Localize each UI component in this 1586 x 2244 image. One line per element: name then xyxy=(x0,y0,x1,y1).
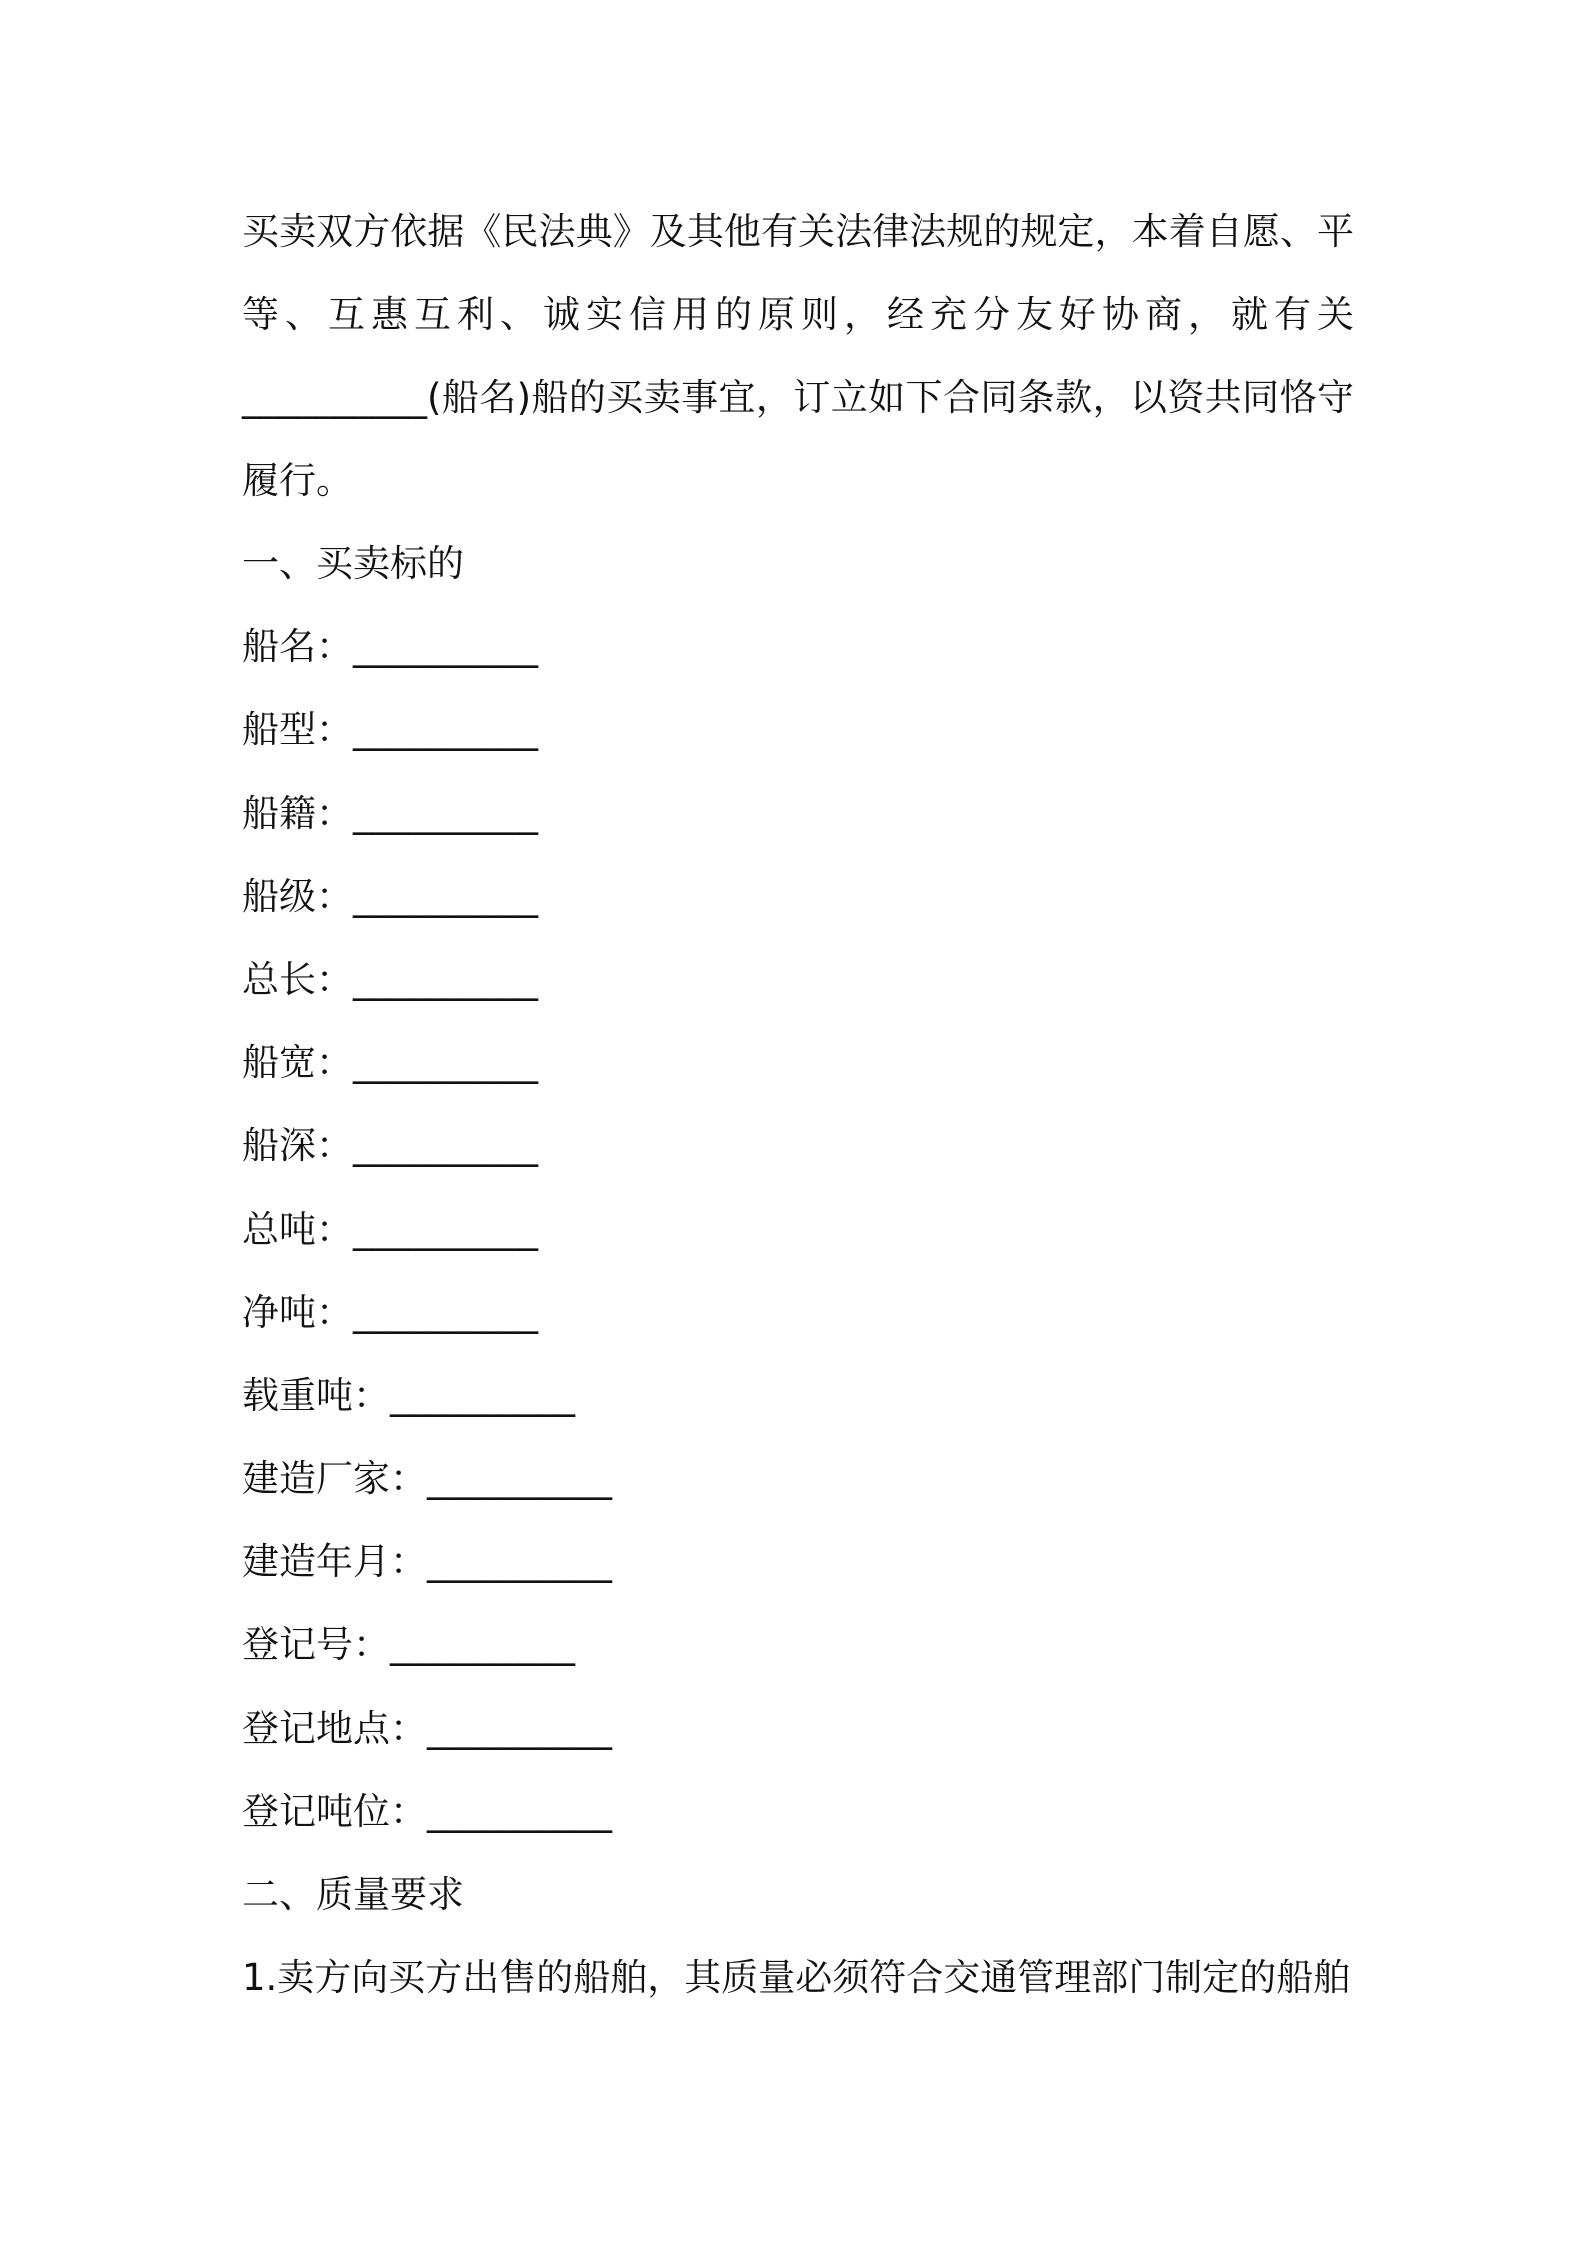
field-label: 净吨： xyxy=(242,1290,353,1334)
field-label: 船籍： xyxy=(242,791,353,835)
field-row xyxy=(242,1770,1354,1853)
document-page xyxy=(242,190,1354,2019)
field-blank: __________ xyxy=(427,1789,612,1833)
field-blank: __________ xyxy=(353,625,538,669)
field-row xyxy=(242,1271,1354,1354)
field-blank: __________ xyxy=(390,1623,575,1667)
field-blank: __________ xyxy=(353,1124,538,1168)
field-label: 载重吨： xyxy=(242,1373,390,1417)
quality-item-1: 1.卖方向买方出售的船舶，其质量必须符合交通管理部门制定的船舶 xyxy=(242,1956,1351,2000)
field-label: 船级： xyxy=(242,874,353,918)
field-row xyxy=(242,1437,1354,1520)
section-heading-subject: 一、买卖标的 xyxy=(242,542,464,585)
field-label: 登记吨位： xyxy=(242,1789,427,1833)
field-label: 建造厂家： xyxy=(242,1457,427,1501)
field-blank: __________ xyxy=(353,874,538,918)
field-row xyxy=(242,855,1354,938)
field-row xyxy=(242,1354,1354,1437)
field-label: 总长： xyxy=(242,957,353,1001)
field-row xyxy=(242,938,1354,1021)
subject-fields xyxy=(242,605,1354,1853)
field-blank: __________ xyxy=(353,957,538,1001)
field-label: 船深： xyxy=(242,1124,353,1168)
field-blank: __________ xyxy=(427,1540,612,1584)
field-label: 船宽： xyxy=(242,1041,353,1085)
field-row xyxy=(242,1520,1354,1603)
section-heading-quality: 二、质量要求 xyxy=(242,1873,464,1916)
field-row xyxy=(242,1021,1354,1104)
field-label: 登记地点： xyxy=(242,1706,427,1750)
field-row xyxy=(242,688,1354,771)
field-row xyxy=(242,605,1354,688)
intro-paragraph: 买卖双方依据《民法典》及其他有关法律法规的规定，本着自愿、平等、互惠互利、诚实信用的原则，经充分友好协商，就有关__________(船名)船的买卖事宜，订立如下合同条款，以资共同恪守履行。 xyxy=(242,210,1354,502)
field-blank: __________ xyxy=(353,1041,538,1085)
field-row xyxy=(242,1188,1354,1271)
field-label: 船名： xyxy=(242,625,353,669)
field-blank: __________ xyxy=(427,1706,612,1750)
field-blank: __________ xyxy=(390,1373,575,1417)
field-blank: __________ xyxy=(353,791,538,835)
field-row xyxy=(242,772,1354,855)
field-row xyxy=(242,1687,1354,1770)
field-blank: __________ xyxy=(353,708,538,752)
field-row xyxy=(242,1104,1354,1187)
field-blank: __________ xyxy=(353,1207,538,1251)
field-label: 总吨： xyxy=(242,1207,353,1251)
field-blank: __________ xyxy=(427,1457,612,1501)
field-blank: __________ xyxy=(353,1290,538,1334)
field-row xyxy=(242,1603,1354,1686)
field-label: 船型： xyxy=(242,708,353,752)
field-label: 建造年月： xyxy=(242,1540,427,1584)
field-label: 登记号： xyxy=(242,1623,390,1667)
